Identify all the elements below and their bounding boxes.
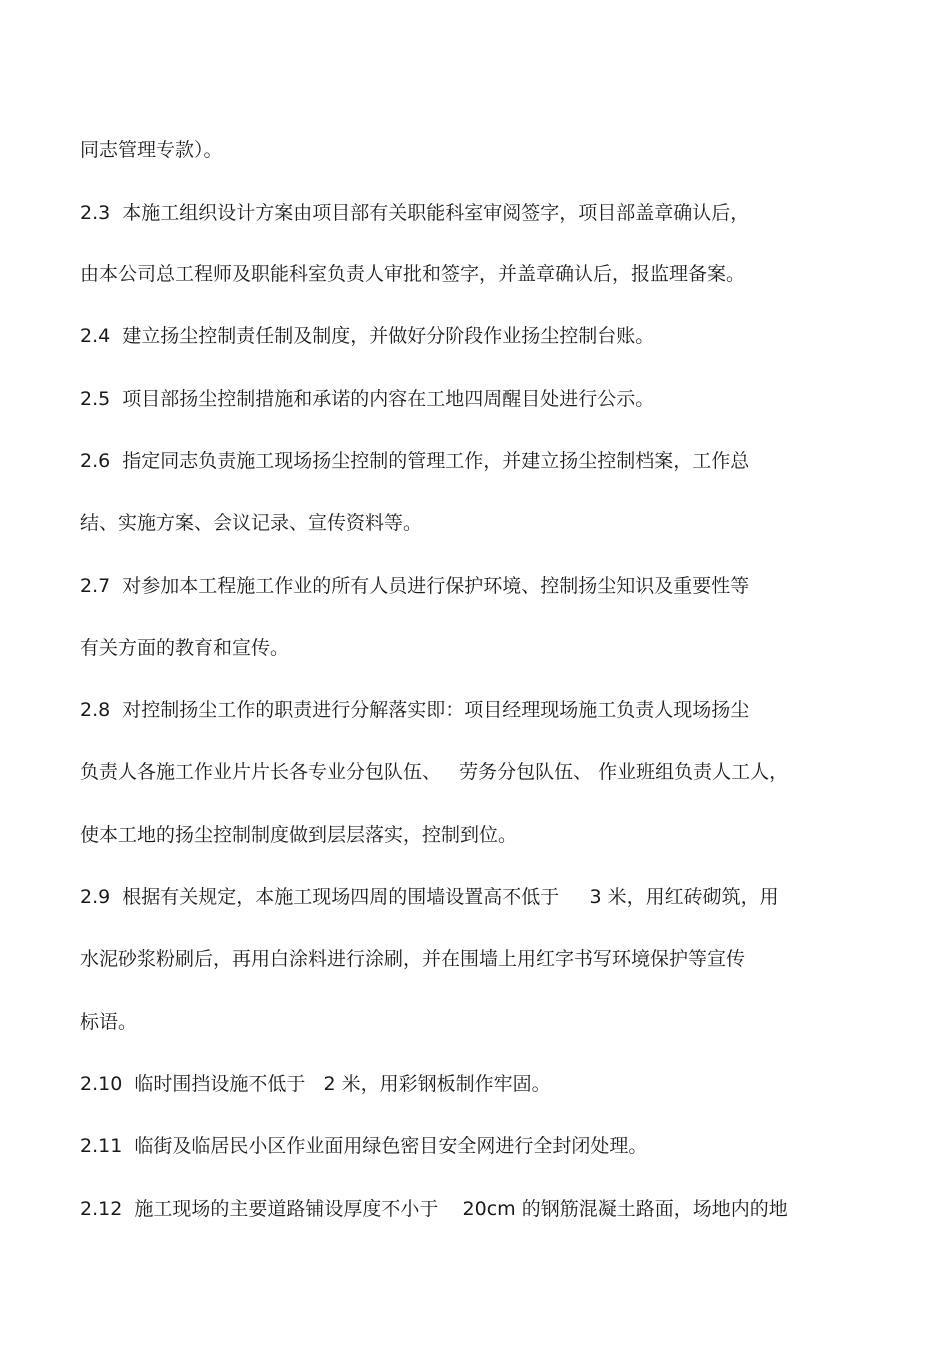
text-line: 标语。: [80, 1011, 138, 1033]
text-line: 水泥砂浆粉刷后，再用白涂料进行涂刷，并在围墙上用红字书写环境保护等宣传: [80, 948, 746, 970]
text-line: 2.8 对控制扬尘工作的职责进行分解落实即：项目经理现场施工负责人现场扬尘: [80, 699, 750, 721]
text-line: 2.12 施工现场的主要道路铺设厚度不小于 20cm 的钢筋混凝土路面，场地内的地: [80, 1198, 788, 1220]
text-line: 2.9 根据有关规定，本施工现场四周的围墙设置高不低于 3 米，用红砖砌筑，用: [80, 886, 779, 908]
text-line: 有关方面的教育和宣传。: [80, 637, 290, 659]
text-line: 2.7 对参加本工程施工作业的所有人员进行保护环境、控制扬尘知识及重要性等: [80, 575, 750, 597]
text-line: 2.3 本施工组织设计方案由项目部有关职能科室审阅签字，项目部盖章确认后，: [80, 202, 750, 224]
text-line: 2.6 指定同志负责施工现场扬尘控制的管理工作，并建立扬尘控制档案，工作总: [80, 450, 750, 472]
text-line: 结、实施方案、会议记录、宣传资料等。: [80, 512, 423, 534]
text-line: 使本工地的扬尘控制制度做到层层落实，控制到位。: [80, 824, 518, 846]
text-line: 2.11 临街及临居民小区作业面用绿色密目安全网进行全封闭处理。: [80, 1135, 648, 1157]
text-line: 2.10 临时围挡设施不低于 2 米，用彩钢板制作牢固。: [80, 1073, 551, 1095]
text-line: 负责人各施工作业片片长各专业分包队伍、 劳务分包队伍、 作业班组负责人工人，: [80, 761, 789, 783]
text-line: 2.4 建立扬尘控制责任制及制度，并做好分阶段作业扬尘控制台账。: [80, 325, 655, 347]
text-line: 2.5 项目部扬尘控制措施和承诺的内容在工地四周醒目处进行公示。: [80, 388, 655, 410]
text-line: 由本公司总工程师及职能科室负责人审批和签字，并盖章确认后，报监理备案。: [80, 263, 746, 285]
text-line: 同志管理专款）。: [80, 139, 223, 161]
